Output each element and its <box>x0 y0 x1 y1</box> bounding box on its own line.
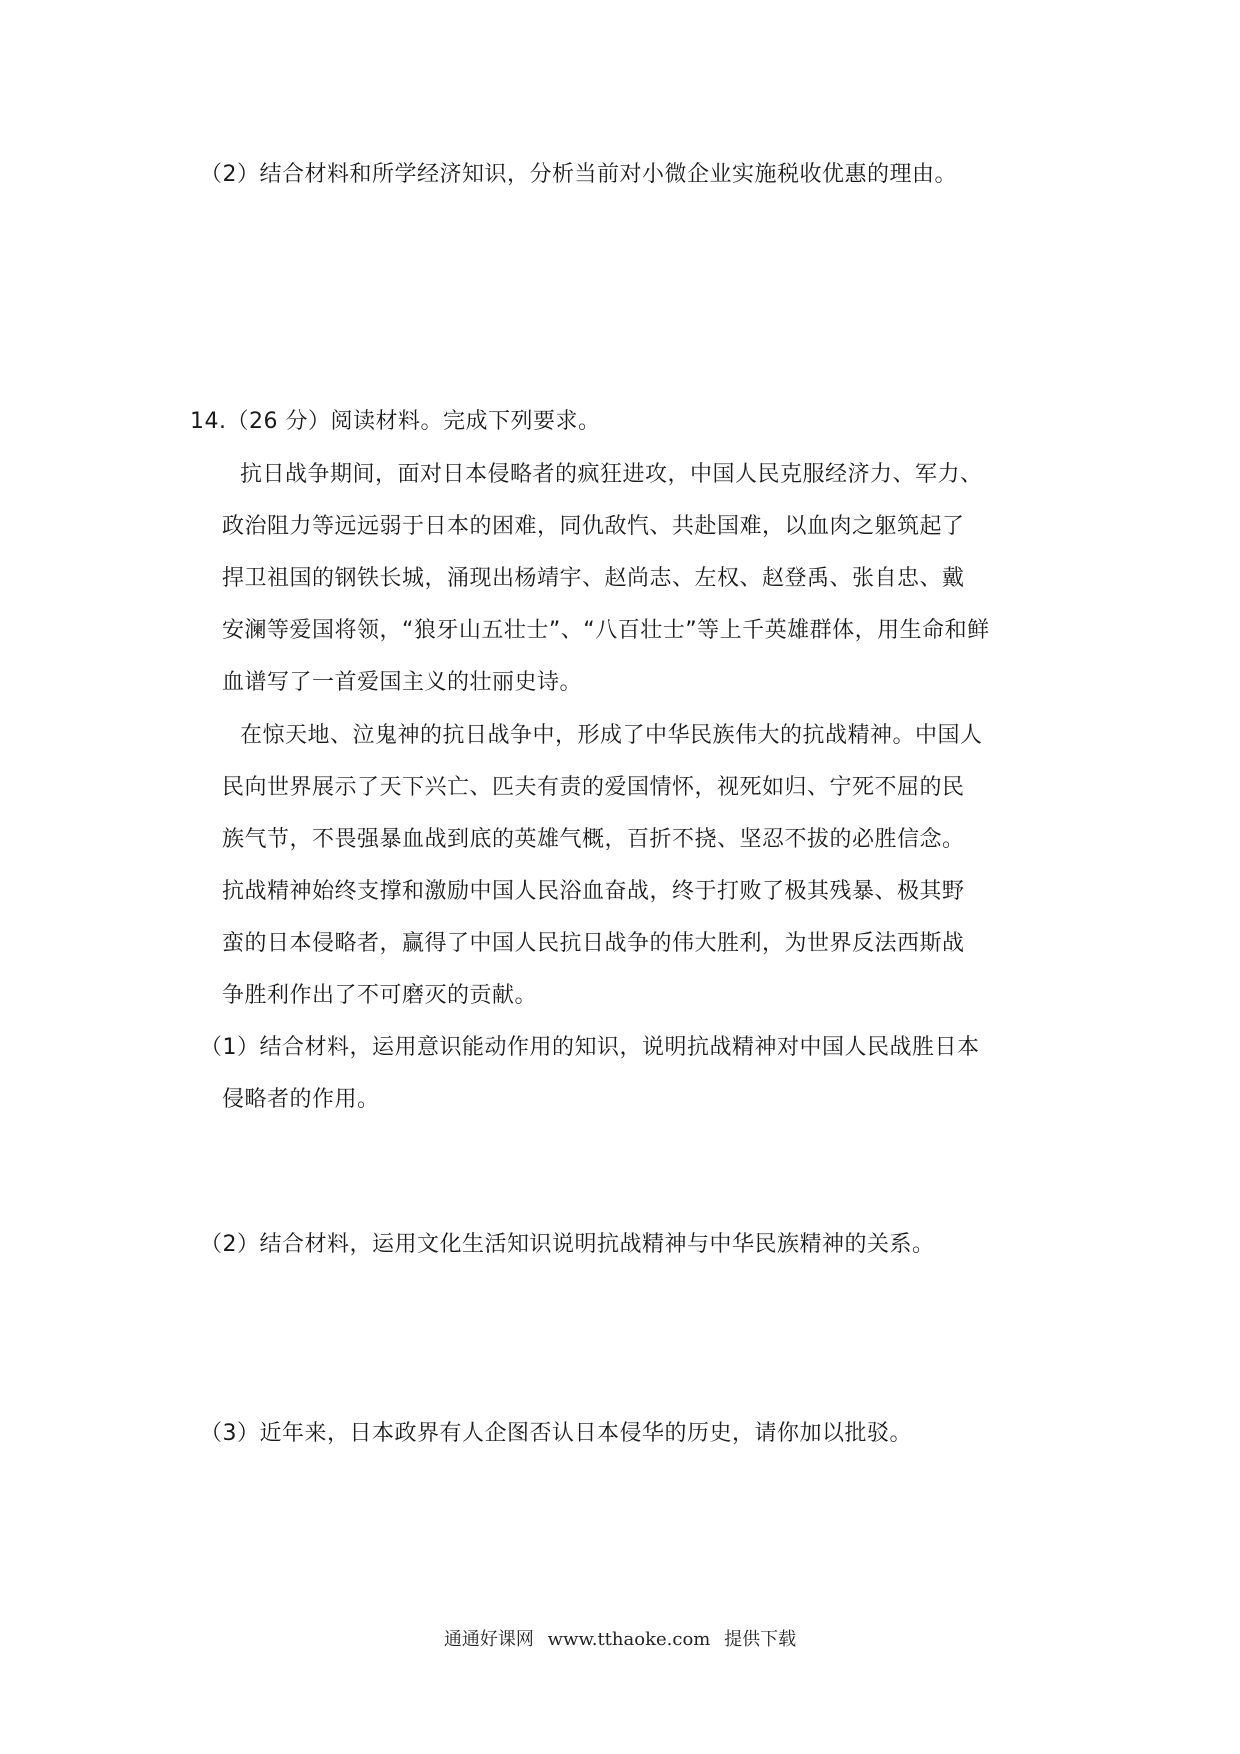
q14-material-line: 捍卫祖国的钢铁长城，涌现出杨靖宇、赵尚志、左权、赵登禹、张自忠、戴 <box>222 566 965 591</box>
footer-site-name: 通通好课网 <box>443 1629 534 1650</box>
q14-part3-prompt: （3）近年来，日本政界有人企图否认日本侵华的历史，请你加以批驳。 <box>200 1421 912 1446</box>
q14-part2-prompt: （2）结合材料，运用文化生活知识说明抗战精神与中华民族精神的关系。 <box>200 1232 935 1257</box>
q14-material-line: 安澜等爱国将领，“狼牙山五壮士”、“八百壮士”等上千英雄群体，用生命和鲜 <box>222 618 990 643</box>
q14-material-line: 民向世界展示了天下兴亡、匹夫有责的爱国情怀，视死如归、宁死不屈的民 <box>222 775 965 800</box>
q14-material-line: 抗日战争期间，面对日本侵略者的疯狂进攻，中国人民克服经济力、军力、 <box>240 462 983 487</box>
q14-material-line: 蛮的日本侵略者，赢得了中国人民抗日战争的伟大胜利，为世界反法西斯战 <box>222 931 965 956</box>
page-footer <box>0 1628 1240 1652</box>
footer-url[interactable]: www.tthaoke.com <box>547 1629 711 1650</box>
q14-header: 14.（26 分）阅读材料。完成下列要求。 <box>190 409 601 434</box>
footer-suffix: 提供下载 <box>724 1629 797 1650</box>
q14-part1-prompt-cont: 侵略者的作用。 <box>222 1087 380 1112</box>
q14-material-line: 在惊天地、泣鬼神的抗日战争中，形成了中华民族伟大的抗战精神。中国人 <box>240 723 983 748</box>
q14-material-line: 血谱写了一首爱国主义的壮丽史诗。 <box>222 670 583 695</box>
q14-material-line: 争胜利作出了不可磨灭的贡献。 <box>222 983 538 1008</box>
q14-material-line: 族气节，不畏强暴血战到底的英雄气概，百折不挠、坚忍不拔的必胜信念。 <box>222 827 965 852</box>
q13-part2-prompt: （2）结合材料和所学经济知识，分析当前对小微企业实施税收优惠的理由。 <box>200 162 957 187</box>
q14-part1-prompt: （1）结合材料，运用意识能动作用的知识，说明抗战精神对中国人民战胜日本 <box>200 1035 980 1060</box>
q14-material-line: 抗战精神始终支撑和激励中国人民浴血奋战，终于打败了极其残暴、极其野 <box>222 879 965 904</box>
q14-material-line: 政治阻力等远远弱于日本的困难，同仇敌忾、共赴国难，以血肉之躯筑起了 <box>222 514 965 539</box>
